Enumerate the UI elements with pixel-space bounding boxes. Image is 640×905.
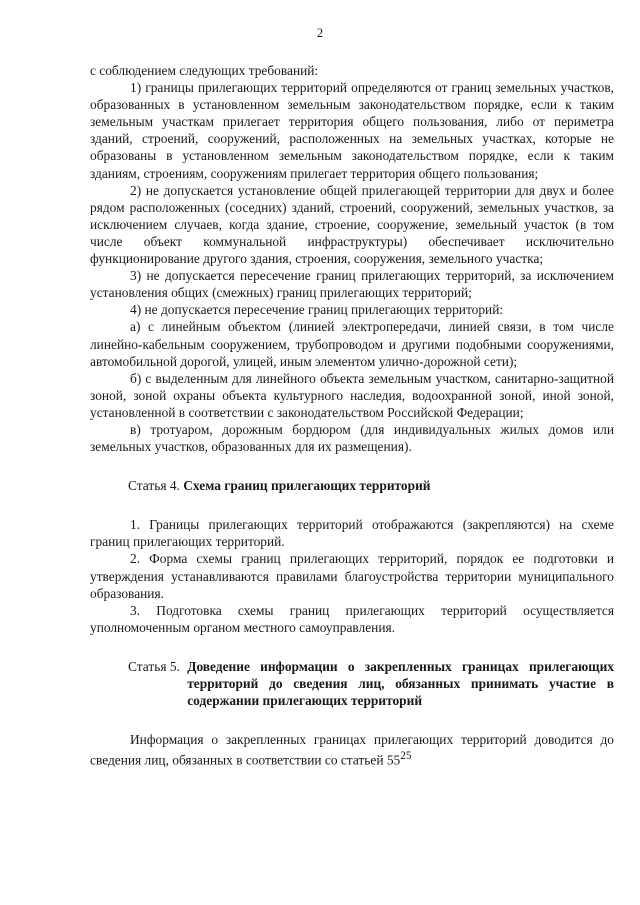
article-5-title: Доведение информации о закрепленных границах прилегающих территорий до сведения лиц, обязанных принимать участие в содержании прилегающих территорий xyxy=(187,658,614,709)
paragraph-subitem-v: в) тротуаром, дорожным бордюром (для индивидуальных жилых домов или земельных участков, образованных для их размещения). xyxy=(90,421,614,455)
paragraph-item-4: 4) не допускается пересечение границ прилегающих территорий: xyxy=(130,302,504,318)
article-5-paragraph-text: Информация о закрепленных границах прилегающих территорий доводится до сведения лиц, обязанных в соответствии со статьей 55 xyxy=(90,732,614,768)
paragraph-item-3: 3) не допускается пересечение границ прилегающих территорий, за исключением установления общих (смежных) границ прилегающих территорий; xyxy=(90,268,614,301)
paragraph-subitem-b: б) с выделенным для линейного объекта земельным участком, санитарно-защитной зоной, зоной охраны объекта культурного наследия, водоохранной зоной, иной зоной, установленной в соответствии с законодательством Российской Федерации; xyxy=(90,370,614,420)
article-reference-superscript: 25 xyxy=(400,750,412,763)
document-body xyxy=(90,62,614,769)
article-4-paragraph-3: 3. Подготовка схемы границ прилегающих территорий осуществляется уполномоченным органом местного самоуправления. xyxy=(90,602,614,635)
paragraph-intro: с соблюдением следующих требований: xyxy=(90,63,319,78)
article-5-heading xyxy=(90,658,614,709)
article-5-paragraph-1 xyxy=(90,731,614,769)
paragraph-item-1: 1) границы прилегающих территорий определяются от границ земельных участков, образованных в установленном земельным законодательством порядке, если к таким земельным участкам прилегает территория общего пользования, либо от периметра зданий, строений, сооружений, расположенных на земельных участках, которые не образованы в установленном земельным законодательством порядке, если к таким зданиям, строениям, сооружениям прилегает территория общего пользования; xyxy=(90,80,614,181)
article-4-title: Схема границ прилегающих территорий xyxy=(183,478,431,494)
article-4-paragraph-1: 1. Границы прилегающих территорий отображаются (закрепляются) на схеме границ прилегающих территорий. xyxy=(90,517,614,550)
article-4-paragraph-2: 2. Форма схемы границ прилегающих территорий, порядок ее подготовки и утверждения устанавливаются правилами благоустройства территории муниципального образования. xyxy=(90,551,614,601)
page-number: 2 xyxy=(316,26,324,40)
article-5-label: Статья 5. xyxy=(128,658,184,674)
paragraph-subitem-a: а) с линейным объектом (линией электропередачи, линией связи, в том числе линейно-кабельным сооружением, трубопроводом и другими подобными сооружениями, автомобильной дорогой, улицей, иным элементом улично-дорожной сети); xyxy=(90,319,614,369)
paragraph-item-2: 2) не допускается установление общей прилегающей территории для двух и более рядом расположенных (соседних) зданий, строений, сооружений, земельных участков, за исключением случаев, когда здание, строение, сооружение, земельный участок (в том числе объект коммунальной инфраструктуры) обеспечивает исключительно функционирование другого здания, строения, сооружения, земельного участка; xyxy=(90,182,614,267)
article-4-label: Статья 4. xyxy=(128,478,184,494)
article-4-heading xyxy=(90,477,614,494)
